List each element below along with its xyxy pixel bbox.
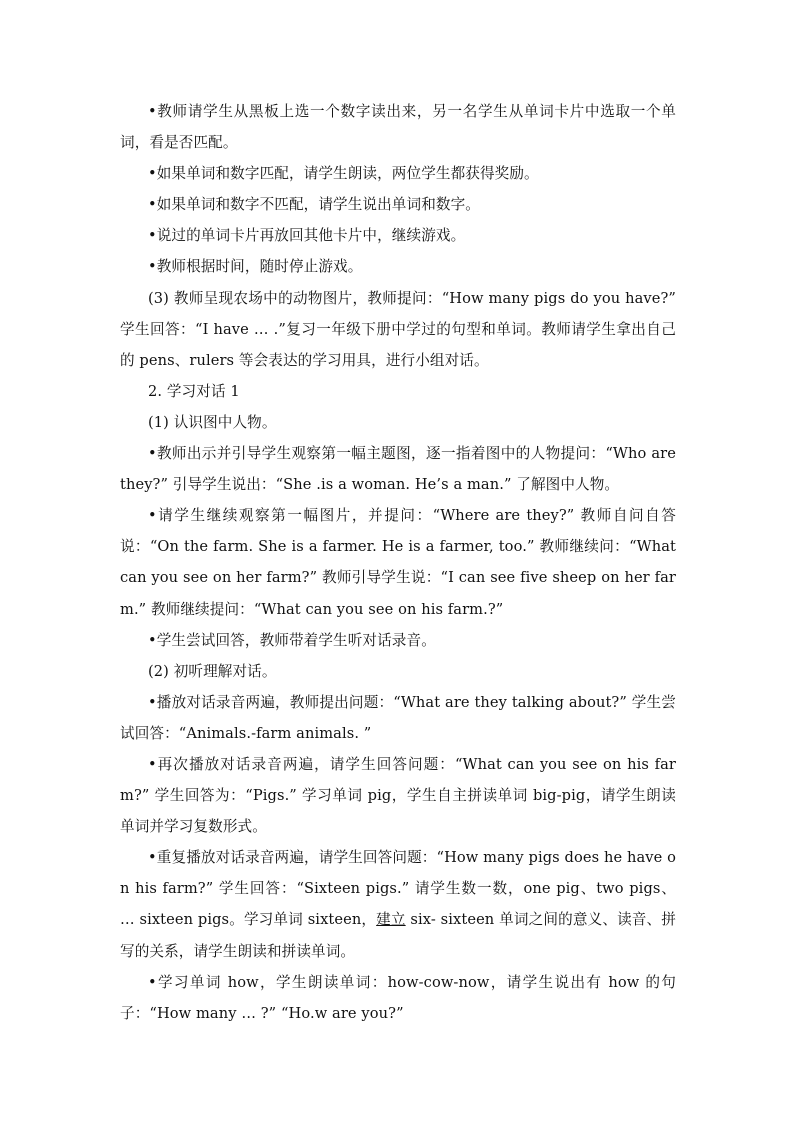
paragraph-10: •请学生继续观察第一幅图片，并提问：“Where are they?” 教师自问自答说：“On the farm. She is a farmer. He is a farmer, too.” 教师继续问：“What can you see on her farm?” 教师引导学生说：“I can see five sheep on her farm.” 教师继续提问：“What can you see on his farm.?”: [120, 507, 676, 618]
paragraph-16: •学习单词 how，学生朗读单词：how-cow-now，请学生说出有 how 的句子：“How many … ?” “Ho.w are you?”: [120, 973, 676, 1022]
paragraph-15-text-a: •重复播放对话录音两遍，请学生回答问题：“How many pigs does he have on his farm?” 学生回答：“Sixteen pigs.” 请学生数一数，one pig、two pigs、 … sixteen pigs。学习单词 sixteen，: [120, 849, 676, 929]
paragraph-2: •如果单词和数字匹配，请学生朗读，两位学生都获得奖励。: [148, 165, 539, 183]
section-heading-2: 2. 学习对话 1: [148, 382, 240, 400]
paragraph-15: [120, 842, 676, 966]
paragraph-6: (3) 教师呈现农场中的动物图片，教师提问：“How many pigs do you have?” 学生回答：“I have … .”复习一年级下册中学过的句型和单词。教师请学生拿出自己的 pens、rulers 等会表达的学习用具，进行小组对话。: [120, 289, 676, 369]
paragraph-5: •教师根据时间，随时停止游戏。: [148, 258, 363, 276]
underlined-word: 建立: [376, 911, 406, 929]
paragraph-4: •说过的单词卡片再放回其他卡片中，继续游戏。: [148, 227, 466, 245]
paragraph-14: •再次播放对话录音两遍，请学生回答问题：“What can you see on his farm?” 学生回答为：“Pigs.” 学习单词 pig，学生自主拼读单词 big-pig，请学生朗读单词并学习复数形式。: [120, 755, 676, 836]
paragraph-1: •教师请学生从黑板上选一个数字读出来，另一名学生从单词卡片中选取一个单词，看是否匹配。: [120, 103, 676, 152]
paragraph-13: •播放对话录音两遍，教师提出问题：“What are they talking about?” 学生尝试回答：“Animals.-farm animals. ”: [120, 693, 676, 742]
paragraph-3: •如果单词和数字不匹配，请学生说出单词和数字。: [148, 196, 480, 214]
subheading-2: (2) 初听理解对话。: [148, 662, 277, 680]
lesson-plan-text: [120, 96, 676, 1029]
paragraph-9: •教师出示并引导学生观察第一幅主题图，逐一指着图中的人物提问：“Who are they?” 引导学生说出：“She .is a woman. He’s a man.” 了解图中人物。: [120, 445, 676, 494]
paragraph-15-text-b: six- sixteen 单词之间的意义、读音、拼写的关系，请学生朗读和拼读单词。: [120, 911, 676, 960]
subheading-1: (1) 认识图中人物。: [148, 413, 277, 431]
paragraph-11: •学生尝试回答，教师带着学生听对话录音。: [148, 631, 436, 649]
